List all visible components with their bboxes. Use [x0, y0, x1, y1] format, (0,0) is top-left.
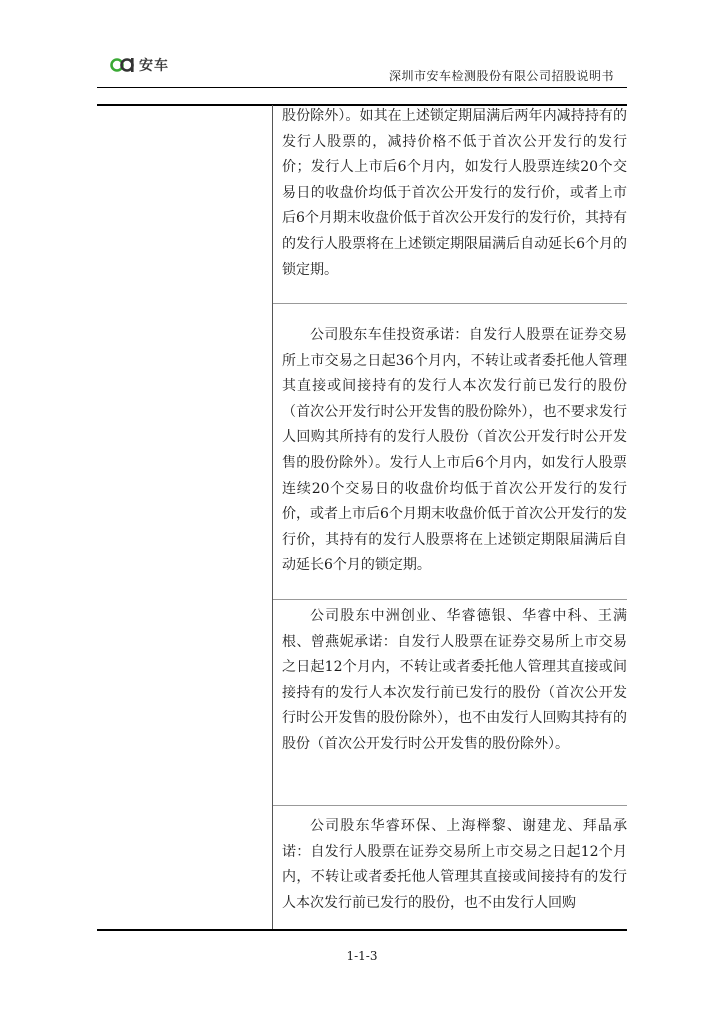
- table-left-column: [97, 105, 273, 929]
- row-divider: [273, 599, 627, 600]
- logo-text: 安车: [139, 58, 169, 74]
- paragraph-chejia-commitment: 公司股东车佳投资承诺：自发行人股票在证券交易所上市交易之日起36个月内，不转让或者委托他人管理其直接或间接持有的发行人本次发行前已发行的股份（首次公开发行时公开发售的股份除外），也不要求发行人回购其所持有的发行人股份（首次公开发行时公开发售的股份除外）。发行人上市后6个月内，如发行人股票连续20个交易日的收盘价均低于首次公开发行的发行价，或者上市后6个月期末收盘价低于首次公开发行的发行价，其持有的发行人股票将在上述锁定期限届满后自动延长6个月的锁定期。: [282, 327, 627, 574]
- row-divider: [273, 805, 627, 806]
- paragraph-zhongzhou-commitment: 公司股东中洲创业、华睿德银、华睿中科、王满根、曾燕妮承诺：自发行人股票在证券交易所上市交易之日起12个月内，不转让或者委托他人管理其直接或间接持有的发行人本次发行前已发行的股份（首次公开发行时公开发售的股份除外），也不由发行人回购其持有的股份（首次公开发行时公开发售的股份除外）。: [282, 608, 627, 752]
- document-header-title: 深圳市安车检测股份有限公司招股说明书: [388, 69, 614, 83]
- table-right-column: [273, 105, 627, 929]
- logo-mark-icon: [110, 55, 136, 75]
- header-divider: [97, 87, 627, 88]
- page-number: 1-1-3: [346, 949, 378, 963]
- row-divider: [273, 303, 627, 304]
- paragraph-lockup-continuation: 股份除外）。如其在上述锁定期届满后两年内减持持有的发行人股票的，减持价格不低于首次公开发行的发行价；发行人上市后6个月内，如发行人股票连续20个交易日的收盘价均低于首次公开发行的发行价，或者上市后6个月期末收盘价低于首次公开发行的发行价，其持有的发行人股票将在上述锁定期限届满后自动延长6个月的锁定期。: [282, 108, 627, 278]
- company-logo: [110, 55, 169, 75]
- table-bottom-border: [97, 929, 627, 931]
- paragraph-huarui-commitment: 公司股东华睿环保、上海榉黎、谢建龙、拜晶承诺：自发行人股票在证券交易所上市交易之日起12个月内，不转让或者委托他人管理其直接或间接持有的发行人本次发行前已发行的股份，也不由发行人回购: [282, 818, 627, 911]
